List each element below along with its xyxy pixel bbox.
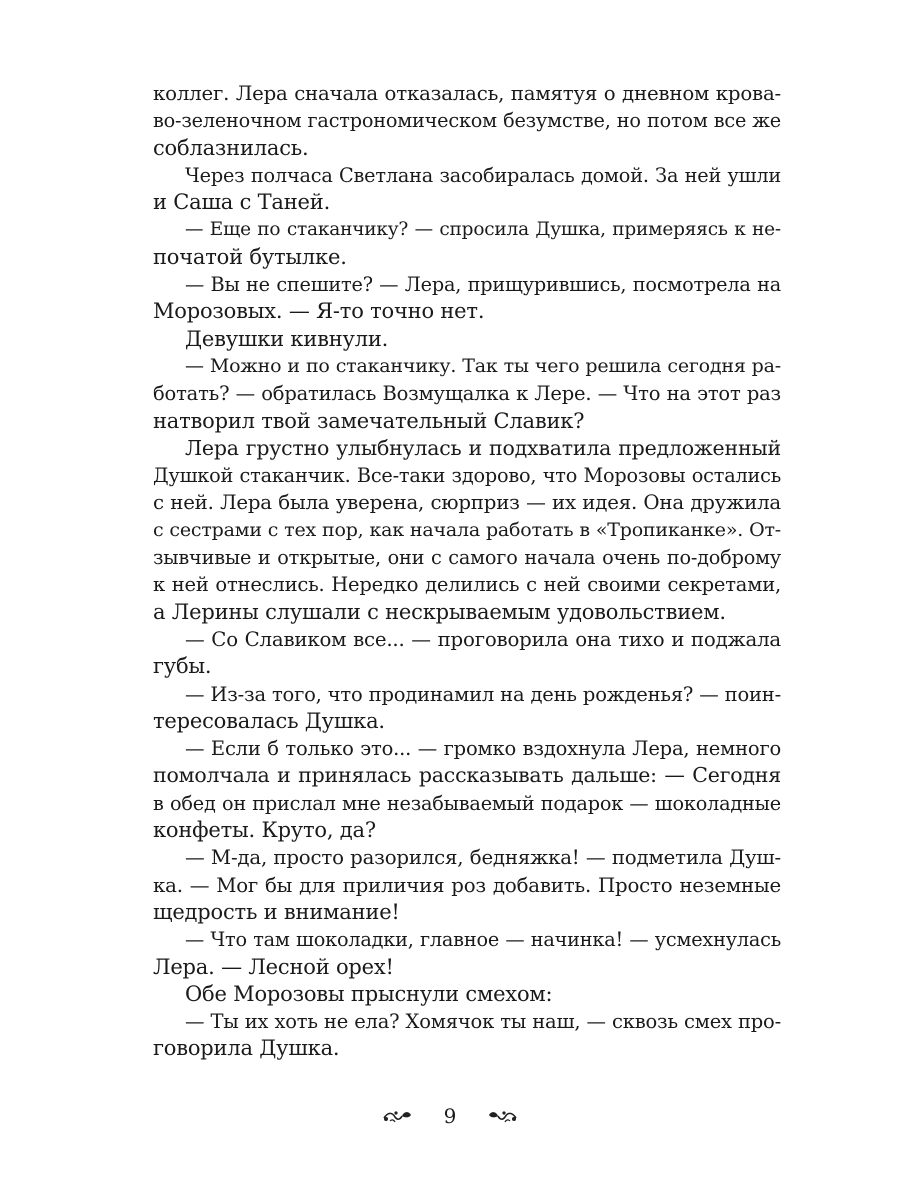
- text-line: — Со Славиком все... — проговорила она тихо и поджала: [185, 627, 781, 651]
- floral-ornament-icon: [486, 1109, 518, 1123]
- floral-ornament-icon: [382, 1109, 414, 1123]
- text-line: с ней. Лера была уверена, сюрприз — их идея. Она дружила: [153, 491, 781, 515]
- text-line: зывчивые и открытые, они с самого начала очень по-доброму: [153, 546, 781, 570]
- text-line: Лера. — Лесной орех!: [153, 954, 394, 979]
- page-body: [153, 80, 781, 1063]
- text-line: Девушки кивнули.: [185, 326, 389, 351]
- text-line: Лера грустно улыбнулась и подхватила предложенный: [185, 435, 781, 460]
- text-line: конфеты. Круто, да?: [153, 818, 376, 843]
- text-line: — Из-за того, что продинамил на день рожденья? — поин-: [185, 682, 781, 706]
- text-line: соблазнилась.: [153, 135, 309, 160]
- page-number: 9: [443, 1104, 457, 1128]
- text-line: и Саша с Таней.: [153, 190, 331, 215]
- text-line: в обед он прислал мне незабываемый подарок — шоколадные: [153, 791, 781, 815]
- text-block: [153, 80, 781, 1063]
- text-line: Морозовых. — Я-то точно нет.: [153, 299, 485, 324]
- text-line: тересовалась Душка.: [153, 708, 385, 733]
- text-line: помолчала и принялась рассказывать дальше: — Сегодня: [153, 763, 781, 788]
- text-line: — Вы не спешите? — Лера, прищурившись, посмотрела на: [185, 273, 781, 297]
- text-line: губы.: [153, 654, 212, 679]
- text-line: натворил твой замечательный Славик?: [153, 408, 585, 433]
- text-line: щедрость и внимание!: [153, 899, 400, 924]
- text-line: а Лерины слушали с нескрываемым удовольствием.: [153, 599, 726, 624]
- text-line: — Ты их хоть не ела? Хомячок ты наш, — сквозь смех про-: [185, 1010, 781, 1034]
- text-line: коллег. Лера сначала отказалась, памятуя о дневном крова-: [153, 82, 781, 105]
- text-line: во-зеленочном гастрономическом безумстве, но потом все же: [153, 109, 781, 133]
- text-line: — Можно и по стаканчику. Так ты чего решила сегодня ра-: [185, 354, 781, 377]
- text-line: — Еще по стаканчику? — спросила Душка, примеряясь к не-: [185, 219, 781, 241]
- page-footer: [0, 1101, 900, 1131]
- text-line: с сестрами с тех пор, как начала работать в «Тропиканке». От-: [153, 518, 781, 541]
- text-line: говорила Душка.: [153, 1036, 340, 1061]
- text-line: — М-да, просто разорился, бедняжка! — подметила Душ-: [185, 846, 781, 870]
- text-line: Душкой стаканчик. Все-таки здорово, что Морозовы остались: [153, 464, 781, 488]
- text-line: к ней отнеслись. Нередко делились с ней своими секретами,: [153, 573, 781, 597]
- text-line: — Если б только это... — громко вздохнула Лера, немного: [185, 737, 781, 761]
- text-line: ка. — Мог бы для приличия роз добавить. Просто неземные: [153, 873, 781, 897]
- text-line: — Что там шоколадки, главное — начинка! — усмехнулась: [185, 928, 781, 952]
- text-line: Обе Морозовы прыснули смехом:: [185, 981, 553, 1006]
- text-line: початой бутылке.: [153, 244, 347, 269]
- text-line: ботать? — обратилась Возмущалка к Лере. — Что на этот раз: [153, 382, 781, 406]
- text-line: Через полчаса Светлана засобиралась домой. За ней ушли: [185, 163, 781, 187]
